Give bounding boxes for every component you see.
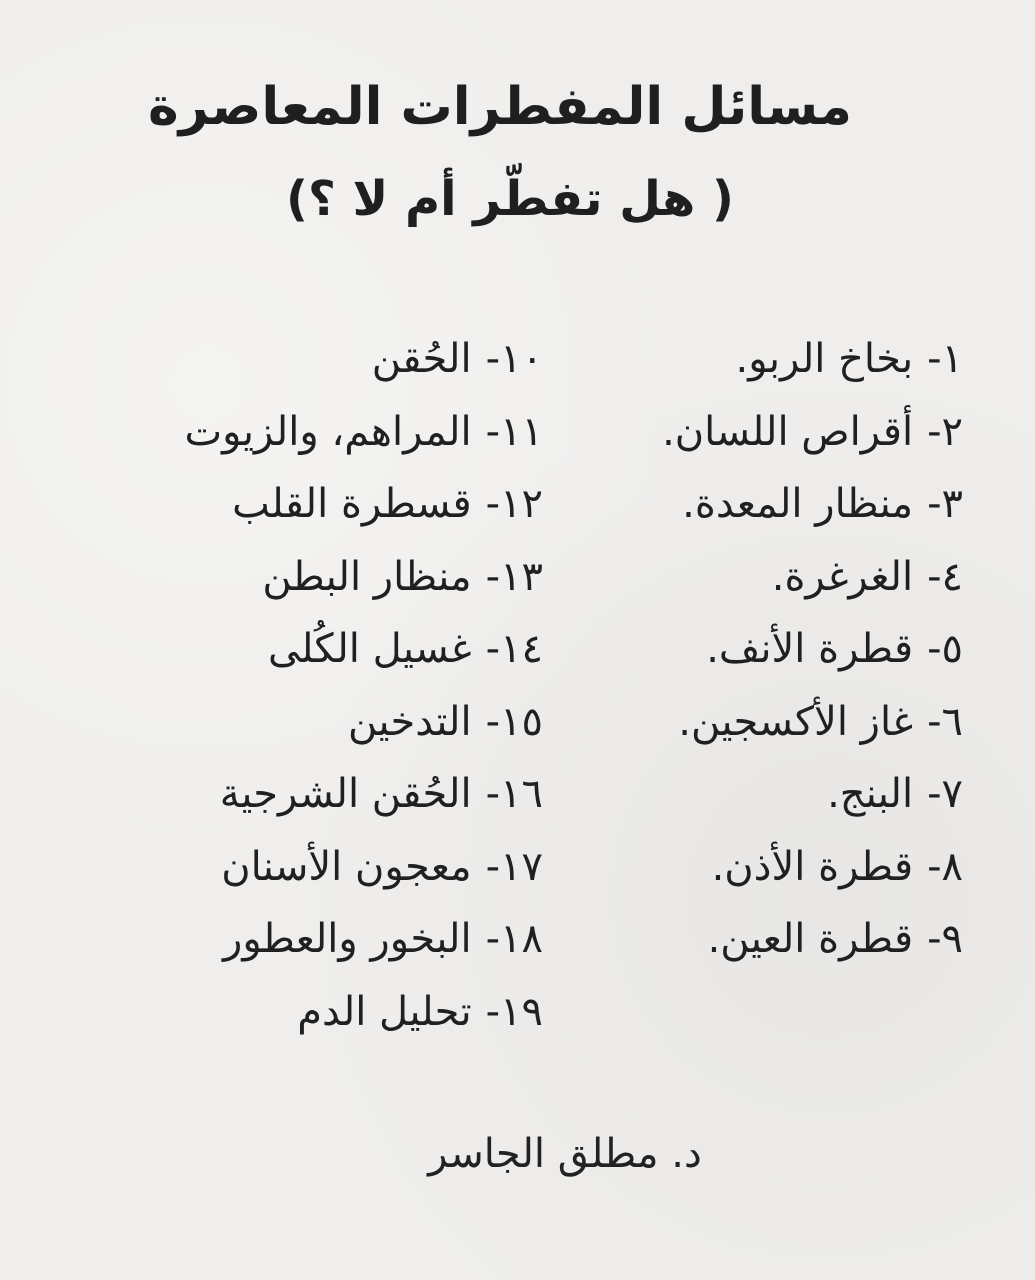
item-number: ٣- — [927, 481, 963, 527]
item-text: قسطرة القلب — [232, 481, 472, 527]
item-text: بخاخ الربو. — [735, 336, 914, 382]
item-text: منظار المعدة. — [682, 481, 914, 527]
item-text: غاز الأكسجين. — [678, 698, 914, 745]
list-item — [543, 908, 963, 981]
item-text: الغرغرة. — [771, 553, 914, 600]
list-item — [123, 401, 543, 474]
list-item — [543, 836, 963, 909]
item-number: ١٢- — [485, 481, 543, 527]
page-subtitle: ( هل تفطّر أم لا ؟) — [286, 171, 734, 227]
item-number: ١٠- — [485, 336, 543, 382]
item-text: قطرة الأذن. — [711, 843, 914, 890]
item-number: ٧- — [927, 771, 963, 817]
list-item — [123, 473, 543, 546]
item-text: منظار البطن — [262, 553, 472, 600]
author-signature: د. مطلق الجاسر — [428, 1131, 702, 1177]
list-item — [543, 691, 963, 764]
list-item — [543, 328, 963, 401]
item-number: ١٣- — [485, 553, 543, 600]
list-item — [123, 618, 543, 691]
item-number: ٥- — [927, 626, 963, 672]
item-number: ١١- — [485, 408, 543, 455]
item-number: ٩- — [927, 916, 963, 962]
list-right-column — [543, 328, 963, 981]
item-text: أقراص اللسان. — [662, 408, 914, 455]
item-number: ١٩- — [485, 988, 543, 1035]
item-text: الحُقن الشرجية — [219, 771, 472, 817]
item-number: ٤- — [927, 553, 963, 600]
item-number: ١- — [927, 336, 963, 382]
list-item — [543, 763, 963, 836]
item-text: قطرة الأنف. — [706, 626, 914, 672]
item-number: ٨- — [927, 843, 963, 890]
list-item — [123, 328, 543, 401]
item-text: البنج. — [827, 771, 914, 817]
item-number: ١٦- — [485, 771, 543, 817]
item-number: ١٥- — [485, 698, 543, 745]
list-item — [123, 763, 543, 836]
list-item — [123, 981, 543, 1054]
item-text: الحُقن — [371, 336, 472, 382]
list-item — [543, 618, 963, 691]
list-item — [123, 546, 543, 619]
item-text: المراهم، والزيوت — [184, 408, 472, 455]
list-left-column — [123, 328, 543, 1053]
item-number: ٦- — [927, 698, 963, 745]
item-text: التدخين — [347, 698, 472, 745]
item-text: غسيل الكُلى — [267, 626, 472, 672]
item-text: معجون الأسنان — [221, 843, 472, 890]
list-item — [123, 836, 543, 909]
item-text: قطرة العين. — [707, 916, 914, 962]
list-item — [123, 691, 543, 764]
list-item — [543, 546, 963, 619]
item-text: البخور والعطور — [223, 916, 472, 962]
list-item — [543, 473, 963, 546]
item-number: ١٤- — [485, 626, 543, 672]
item-text: تحليل الدم — [297, 988, 472, 1035]
item-number: ١٧- — [485, 843, 543, 890]
list-item — [543, 401, 963, 474]
list-item — [123, 908, 543, 981]
item-number: ٢- — [927, 408, 963, 455]
item-number: ١٨- — [485, 916, 543, 962]
page-title: مسائل المفطرات المعاصرة — [148, 77, 852, 137]
